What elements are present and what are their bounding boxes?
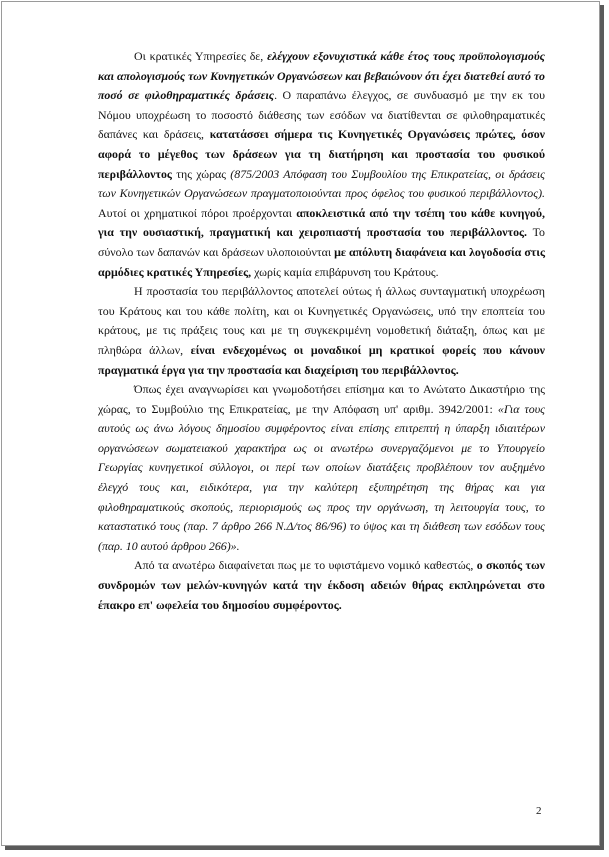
p1-emphasis-4: με απόλυτη διαφάνεια και λογοδοσία στις αρμόδιες κρατικές Υπηρεσίες,: [98, 244, 545, 279]
p1-citation: (875/2003 Απόφαση του Συμβουλίου της Επικρατείας, οι δράσεις των Κυνηγετικών Οργανώσεων πραγματοποιούνται προς όφελος του φυσικού περιβάλλοντος).: [98, 166, 545, 201]
p1-text-1: Οι κρατικές Υπηρεσίες δε,: [134, 49, 264, 63]
page-number: 2: [536, 805, 542, 817]
paragraph-3: [98, 380, 545, 556]
p1-emphasis-1: ελέγχουν εξονυχιστικά κάθε έτος τους προϋπολογισμούς και απολογισμούς των Κυνηγετικών Οργανώσεων και βεβαιώνουν ότι έχει διατεθεί αυτό το ποσό σε φιλοθηραματικές δράσεις: [98, 49, 545, 103]
body-text: [98, 47, 545, 615]
p1-text-5: Το σύνολο των δαπανών και δράσεων υλοποιούνται: [98, 225, 545, 259]
p1-emphasis-2: κατατάσσει σήμερα τις Κυνηγετικές Οργανώσεις πρώτες, όσον αφορά το μέγεθος των δράσεων για τη διατήρηση και προστασία του φυσικού περιβάλλοντος: [98, 127, 545, 181]
p1-text-3: της χώρας: [176, 166, 226, 181]
p1-emphasis-3: αποκλειστικά από την τσέπη του κάθε κυνηγού, για την ουσιαστική, πραγματική και χειροπιαστή προστασία του περιβάλλοντος.: [98, 205, 545, 240]
paragraph-2: [98, 282, 545, 380]
paragraph-4: [98, 556, 545, 615]
p1-text-4: Αυτοί οι χρηματικοί πόροι προέρχονται: [98, 205, 292, 220]
paragraph-1: [98, 47, 545, 282]
p2-emphasis-1: είναι ενδεχομένως οι μοναδικοί μη κρατικοί φορείς που κάνουν πραγματικά έργα για την προστασία και διαχείριση του περιβάλλοντος.: [98, 342, 545, 377]
p1-text-6: χωρίς καμία επιβάρυνση του Κράτους.: [254, 264, 439, 279]
p3-quotation: «Για τους αυτούς ως άνω λόγους δημοσίου συμφέροντος είναι επίσης επιτρεπτή η ύπαρξη ιδιαιτέρων οργανώσεων σωματειακού χαρακτήρα ως οι ανωτέρω συνεργαζόμενοι με το Υπουργείο Γεωργίας κυνηγετικοί σύλλογοι, οι περί των οποίων διατάξεις προβλέπουν τον αυξημένο έλεγχό τους και, ειδικότερα, για την καλύτερη εξυπηρέτηση της θήρας και για φιλοθηραματικούς σκοπούς, περιορισμούς ως προς την οργάνωση, τη λειτουργία τους, το καταστατικό τους (παρ. 7 άρθρο 266 Ν.Δ/τος 86/96) το ύψος και τη διάθεση των εσόδων τους (παρ. 10 αυτού άρθρου 266)».: [98, 401, 545, 553]
p3-text-1: Όπως έχει αναγνωρίσει και γνωμοδοτήσει επίσημα και το Ανώτατο Δικαστήριο της χώρας, το Συμβούλιο της Επικρατείας, με την Απόφαση υπ' αριθμ. 3942/2001:: [98, 382, 545, 416]
p1-text-2: . Ο παραπάνω έλεγχος, σε συνδυασμό με την εκ του Νόμου υποχρέωση το ποσοστό διάθεσης των εσόδων να διατίθενται σε φιλοθηραματικές δαπάνες και δράσεις,: [98, 88, 545, 142]
p4-text-1: Από τα ανωτέρω διαφαίνεται πως με το υφιστάμενο νομικό καθεστώς,: [134, 558, 474, 573]
p4-emphasis-1: ο σκοπός των συνδρομών των μελών-κυνηγών κατά την έκδοση αδειών θήρας εκπληρώνεται στο έπακρο επ' ωφελεία του δημοσίου συμφέροντος.: [98, 558, 545, 612]
p2-text-1: Η προστασία του περιβάλλοντος αποτελεί ούτως ή άλλως συνταγματική υποχρέωση του Κράτους και του κάθε πολίτη, και οι Κυνηγετικές Οργανώσεις, υπό την εποπτεία του κράτους, με τις πράξεις τους και με τη συγκεκριμένη νομοθετική διάταξη, όπως και με πληθώρα άλλων,: [98, 284, 545, 357]
page-frame: [1, 1, 600, 846]
